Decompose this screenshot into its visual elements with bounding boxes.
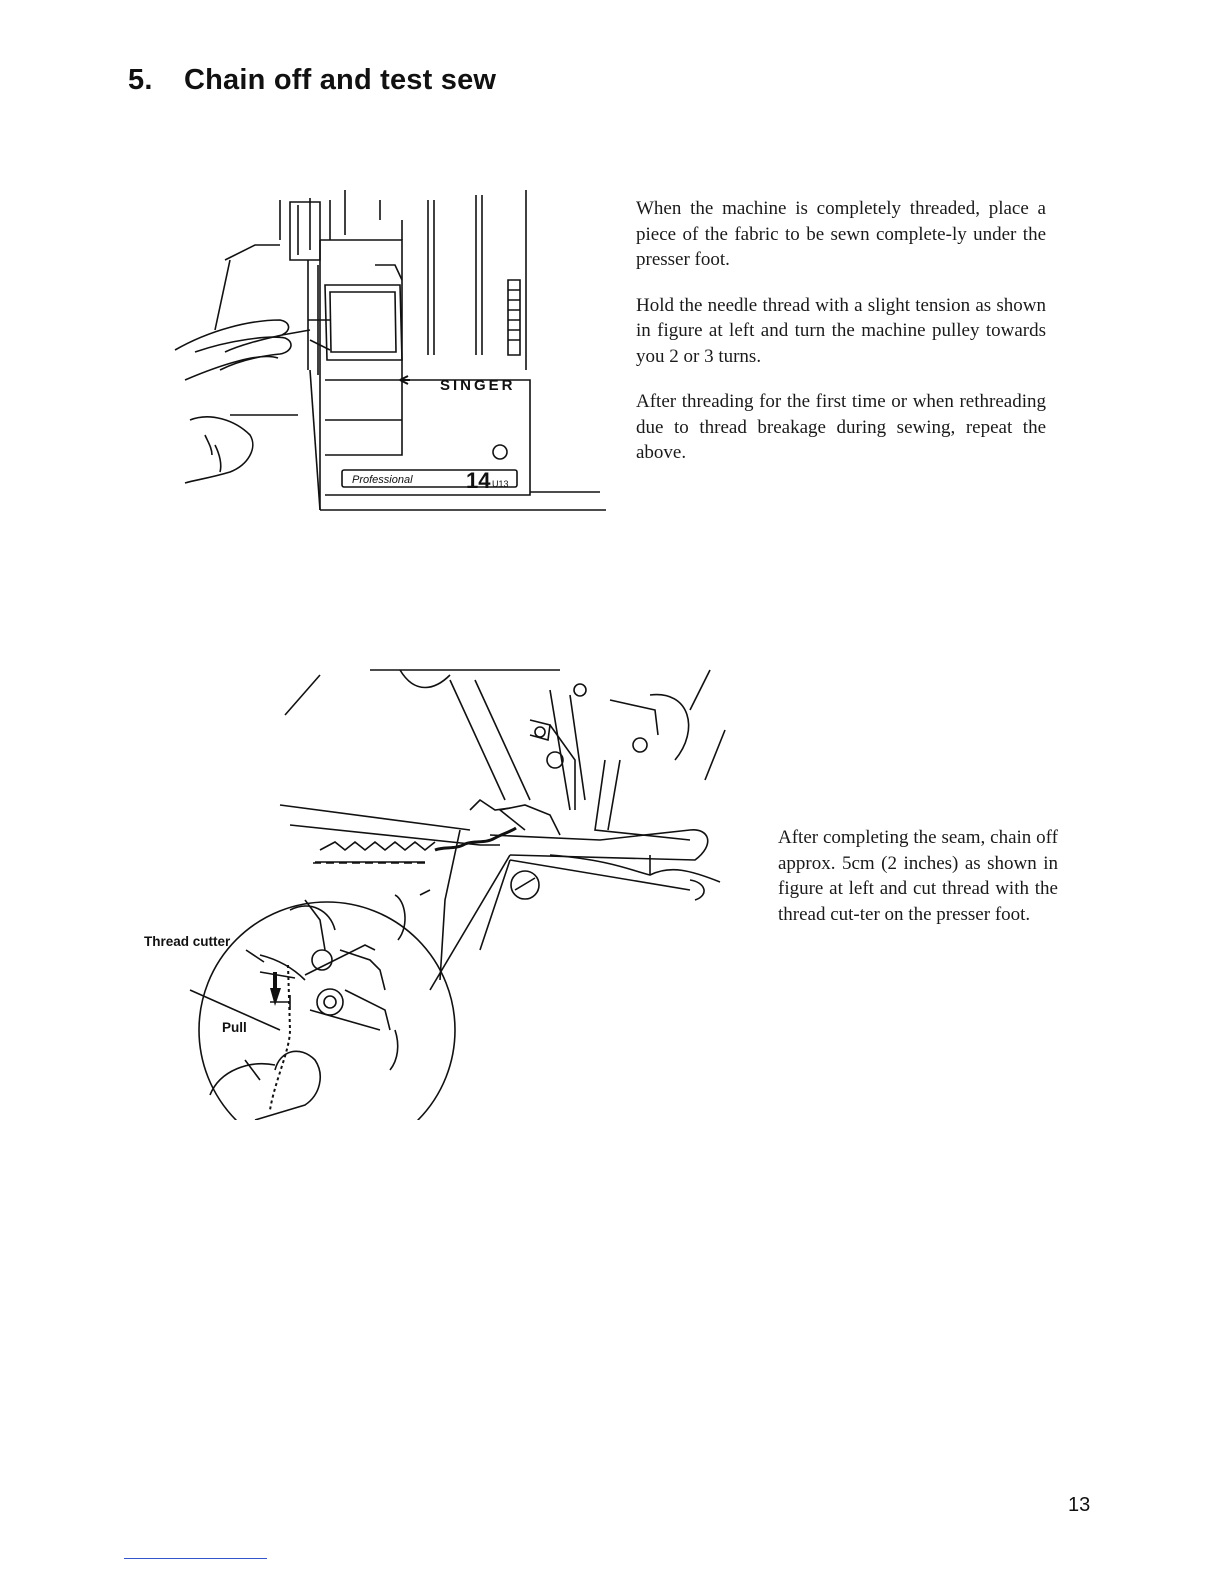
model-number-label: 14 (466, 468, 491, 493)
section-number: 5. (128, 64, 153, 96)
paragraph: When the machine is completely threaded, place a piece of the fabric to be sewn complete-ly under the presser foot. (636, 198, 1046, 270)
page-number: 13 (1068, 1494, 1091, 1516)
pull-label: Pull (222, 1020, 247, 1035)
section-heading (128, 64, 496, 97)
paragraph: After completing the seam, chain off approx. 5cm (2 inches) as shown in figure at left and cut thread with the thread cut-ter on the presser foot. (778, 827, 1058, 925)
thread-cutter-label: Thread cutter (144, 934, 231, 949)
brand-label: SINGER (440, 377, 516, 394)
paragraph: After threading for the first time or when rethreading due to thread breakage during sewing, repeat the above. (636, 391, 1046, 463)
footer-rule (124, 1558, 267, 1559)
section-title: Chain off and test sew (184, 64, 497, 96)
paragraph: Hold the needle thread with a slight tension as shown in figure at left and turn the machine pulley towards you 2 or 3 turns. (636, 294, 1046, 367)
presser-foot-illustration (130, 650, 750, 1120)
machine-front-illustration (170, 180, 610, 530)
model-suffix-label: U13 (492, 479, 509, 489)
model-script-label: Professional (352, 474, 413, 486)
instructions-chain-off (778, 825, 1058, 947)
instructions-threaded (636, 196, 1046, 486)
